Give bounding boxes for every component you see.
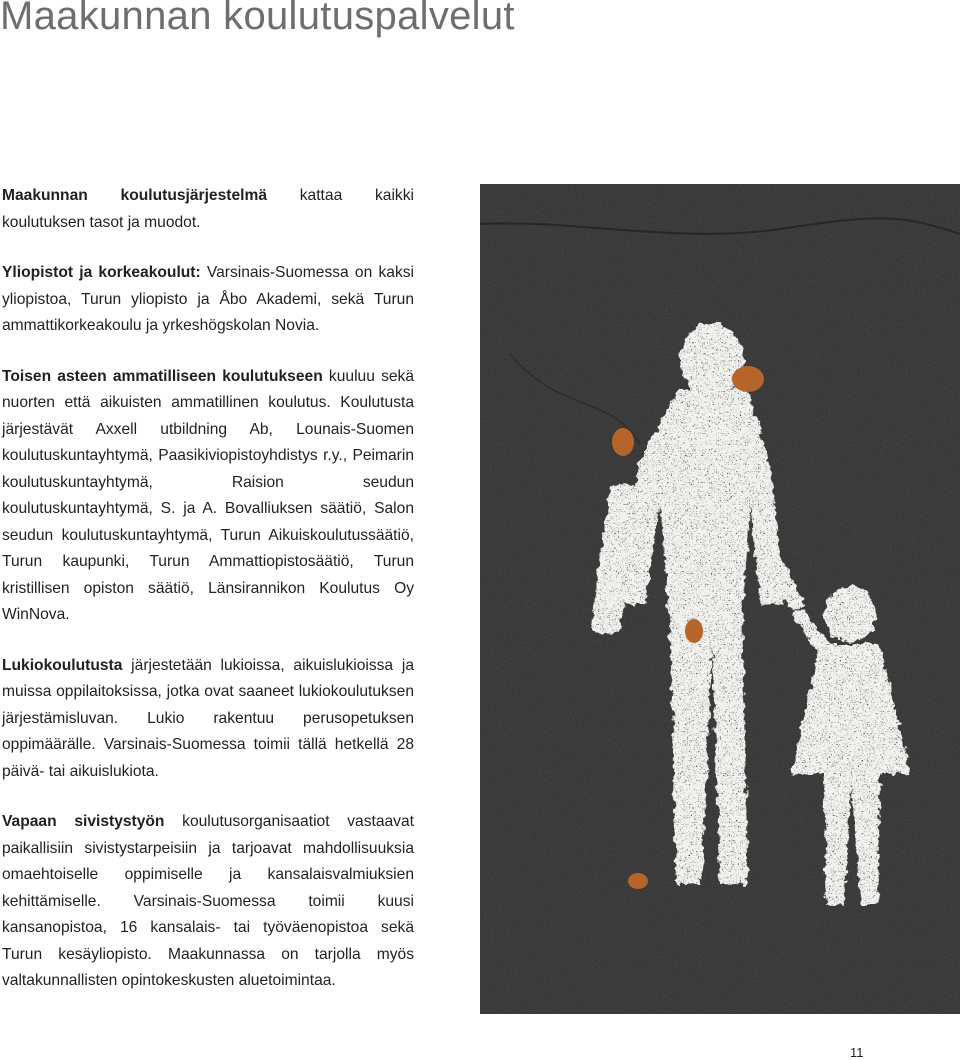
page-title: Maakunnan koulutuspalvelut (0, 0, 515, 38)
text-column (2, 183, 414, 1019)
parent-child-pictogram-image (480, 184, 960, 1014)
paragraph-lead: Yliopistot ja korkeakoulut: (2, 264, 201, 281)
paragraph-lead: Maakunnan koulutusjärjestelmä (2, 187, 267, 204)
paragraph-lukiokoulutus (2, 653, 414, 786)
paragraph-body: kattaa kaikki koulutuksen tasot ja muodot. (2, 187, 414, 231)
paragraph-body: Varsinais-Suomessa on kaksi yliopistoa, Turun yliopisto ja Åbo Akademi, sekä Turun ammattikorkeakoulu ja yrkeshögskolan Novia. (2, 264, 414, 334)
paragraph-lead: Toisen asteen ammatilliseen koulutukseen (2, 367, 323, 385)
paragraph-body: kuuluu sekä nuorten että aikuisten ammatillinen koulutus. Koulutusta järjestävät Axxell utbildning Ab, Lounais-Suomen koulutuskuntayhtymä, Paasikiviopistoyhdistys r.y., Peimarin koulutuskuntayhtymä, Raision seudun koulutuskuntayhtymä, S. ja A. Bovalliuksen säätiö, Salon seudun koulutuskuntayhtymä, Turun Aikuiskoulutussäätiö, Turun kaupunki, Turun Ammattiopistosäätiö, Turun kristillisen opiston säätiö, Länsirannikon Koulutus Oy WinNova. (2, 367, 415, 623)
paragraph-ammatillinen (2, 364, 414, 629)
page-number: 11 (850, 1045, 864, 1060)
paragraph-body: järjestetään lukioissa, aikuislukioissa ja muissa oppilaitoksissa, jotka ovat saaneet lukiokoulutuksen järjestämisluvan. Lukio rakentuu perusopetuksen oppimäärälle. Varsinais-Suomessa toimii tällä hetkellä 28 päivä- tai aikuislukiota. (2, 656, 414, 780)
paragraph-lead: Vapaan sivistystyön (2, 813, 165, 830)
asphalt-pictogram-photo (480, 184, 960, 1014)
paragraph-vapaa-sivistystyo (2, 809, 414, 995)
paragraph-koulutusjarjestelma (2, 183, 414, 236)
paragraph-body: koulutusorganisaatiot vastaavat paikallisiin sivistystarpeisiin ja tarjoavat mahdollisuuksia omaehtoiselle oppimiselle ja kansalaisvalmiuksien kehittämiselle. Varsinais-Suomessa toimii kuusi kansanopistoa, 16 kansalais- tai työväenopistoa sekä Turun kesäyliopisto. Maakunnassa on tarjolla myös valtakunnallisten opintokeskusten aluetoimintaa. (2, 813, 414, 989)
paragraph-yliopistot (2, 260, 414, 340)
paragraph-lead: Lukiokoulutusta (2, 656, 123, 674)
